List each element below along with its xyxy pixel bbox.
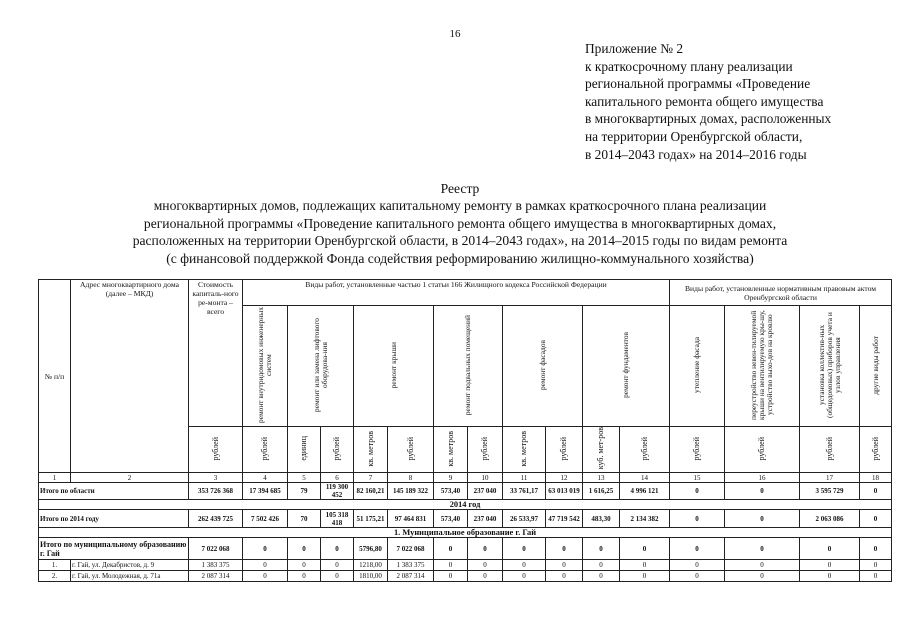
table-cell: 0: [468, 538, 503, 560]
appendix-line: Приложение № 2: [585, 41, 684, 56]
col-number: 10: [468, 473, 503, 483]
unit-cell: кв. метров: [354, 427, 388, 473]
row-address: г. Гай, ул. Молодежная, д. 71а: [71, 571, 189, 582]
row-address: г. Гай, ул. Декабристов, д. 9: [71, 560, 189, 571]
table-cell: 2 087 314: [388, 571, 434, 582]
unit-cell: рублей: [388, 427, 434, 473]
table-cell: 0: [243, 538, 288, 560]
table-cell: 0: [503, 538, 546, 560]
header-engineering: ремонт внутридомовых инженерных систем: [243, 306, 288, 427]
table-cell: 0: [243, 571, 288, 582]
table-cell: 573,40: [434, 483, 468, 500]
title-line: Реестр: [440, 181, 480, 196]
table-cell: 0: [670, 483, 725, 500]
table-cell: 0: [860, 510, 892, 528]
header-basement: ремонт подвальных помещений: [434, 306, 503, 427]
header-group-regional-act: Виды работ, установленные нормативным правовым актом Оренбургской области: [670, 280, 892, 306]
table-cell: 0: [725, 560, 800, 571]
table-cell: 1 383 375: [189, 560, 243, 571]
col-number: 16: [725, 473, 800, 483]
unit-cell: кв. метров: [434, 427, 468, 473]
row-label: Итого по муниципальному образованию г. Гай: [39, 538, 189, 560]
header-insulation: утепление фасада: [670, 306, 725, 427]
header-num: № п/п: [39, 280, 71, 473]
table-row-total-gai: [39, 538, 892, 560]
unit-cell: рублей: [860, 427, 892, 473]
table-cell: 26 533,97: [503, 510, 546, 528]
table-cell: 262 439 725: [189, 510, 243, 528]
col-number: 14: [620, 473, 670, 483]
row-label: Итого по 2014 году: [39, 510, 189, 528]
table-cell: 0: [800, 571, 860, 582]
table-cell: 97 464 831: [388, 510, 434, 528]
table-cell: 483,30: [583, 510, 620, 528]
year-heading: 2014 год: [39, 500, 892, 510]
document-title: [20, 180, 900, 267]
table-cell: 0: [670, 510, 725, 528]
unit-cell: куб. мет-ров: [583, 427, 620, 473]
table-cell: 82 160,21: [354, 483, 388, 500]
registry-table: [38, 279, 892, 582]
table-cell: 70: [288, 510, 321, 528]
table-cell: 237 040: [468, 510, 503, 528]
table-row: [39, 571, 892, 582]
table-cell: 1218,00: [354, 560, 388, 571]
table-cell: 0: [725, 483, 800, 500]
col-number: 15: [670, 473, 725, 483]
table-cell: 63 013 019: [546, 483, 583, 500]
table-cell: 0: [243, 560, 288, 571]
table-cell: 7 502 426: [243, 510, 288, 528]
table-cell: 0: [620, 560, 670, 571]
table-cell: 3 595 729: [800, 483, 860, 500]
col-number: 6: [321, 473, 354, 483]
unit-cell: единиц: [288, 427, 321, 473]
col-number: 12: [546, 473, 583, 483]
table-cell: 119 300 452: [321, 483, 354, 500]
table-row: [39, 560, 892, 571]
title-line: расположенных на территории Оренбургской области, в 2014–2043 годах», на 2014–2015 годы по видам ремонта: [132, 233, 788, 249]
table-cell: 7 022 068: [388, 538, 434, 560]
table-cell: 0: [434, 571, 468, 582]
table-cell: 17 394 685: [243, 483, 288, 500]
page-number: 16: [449, 28, 461, 40]
table-cell: 0: [583, 538, 620, 560]
appendix-line: к краткосрочному плану реализации: [585, 58, 793, 74]
unit-cell: рублей: [670, 427, 725, 473]
table-row-total-region: [39, 483, 892, 500]
table-cell: 0: [503, 560, 546, 571]
appendix-line: в многоквартирных домах, расположенных: [585, 111, 832, 127]
table-cell: 0: [434, 538, 468, 560]
table-cell: 0: [860, 560, 892, 571]
col-number: 18: [860, 473, 892, 483]
table-cell: 0: [860, 571, 892, 582]
table-cell: 353 726 368: [189, 483, 243, 500]
unit-cell: кв. метров: [503, 427, 546, 473]
col-number: 2: [71, 473, 189, 483]
section-heading: 1. Муниципальное образование г. Гай: [39, 528, 892, 538]
title-line: региональной программы «Проведение капитального ремонта общего имущества в многоквартирных домах,: [143, 215, 777, 231]
table-cell: 0: [288, 571, 321, 582]
table-cell: 1810,00: [354, 571, 388, 582]
table-cell: 0: [670, 571, 725, 582]
col-number: 7: [354, 473, 388, 483]
table-cell: 0: [725, 571, 800, 582]
header-roof: ремонт крыши: [354, 306, 434, 427]
col-number: 8: [388, 473, 434, 483]
appendix-line: на территории Оренбургской области,: [585, 128, 803, 144]
title-line: многоквартирных домов, подлежащих капитальному ремонту в рамках краткосрочного плана реализации: [153, 198, 767, 214]
header-group-housing-code: Виды работ, установленные частью 1 статьи 166 Жилищного кодекса Российской Федерации: [243, 280, 670, 306]
table-cell: 0: [860, 538, 892, 560]
unit-cell: рублей: [546, 427, 583, 473]
table-cell: 47 719 542: [546, 510, 583, 528]
row-label: Итого по области: [39, 483, 189, 500]
table-cell: 0: [620, 571, 670, 582]
table-cell: 5796,80: [354, 538, 388, 560]
header-meters: установка коллектив-ных (общедомовых) приборов учета и узлов управления: [800, 306, 860, 427]
table-cell: 145 189 322: [388, 483, 434, 500]
table-cell: 0: [860, 483, 892, 500]
table-cell: 0: [670, 538, 725, 560]
col-number: 1: [39, 473, 71, 483]
table-cell: 51 175,21: [354, 510, 388, 528]
header-cost: Стоимость капиталь-ного ре-монта – всего: [189, 280, 243, 427]
table-cell: 79: [288, 483, 321, 500]
table-cell: 2 063 086: [800, 510, 860, 528]
table-cell: 0: [288, 538, 321, 560]
table-row-total-2014: [39, 510, 892, 528]
col-number: 9: [434, 473, 468, 483]
table-cell: 573,40: [434, 510, 468, 528]
row-num: 2.: [39, 571, 71, 582]
table-cell: 0: [321, 538, 354, 560]
header-other: другие виды работ: [860, 306, 892, 427]
table-cell: 0: [725, 538, 800, 560]
table-cell: 0: [546, 538, 583, 560]
table-cell: 0: [546, 560, 583, 571]
unit-cell: рублей: [725, 427, 800, 473]
col-number: 13: [583, 473, 620, 483]
table-cell: 0: [468, 560, 503, 571]
table-cell: 237 040: [468, 483, 503, 500]
table-cell: 0: [583, 571, 620, 582]
table-cell: 2 134 382: [620, 510, 670, 528]
header-foundation: ремонт фундаментов: [583, 306, 670, 427]
table-cell: 0: [670, 560, 725, 571]
col-number: 3: [189, 473, 243, 483]
appendix-line: региональной программы «Проведение: [585, 76, 811, 92]
unit-cell: рублей: [189, 427, 243, 473]
table-cell: 0: [288, 560, 321, 571]
header-lift: ремонт или замена лифтового оборудова-ния: [288, 306, 354, 427]
header-facade: ремонт фасадов: [503, 306, 583, 427]
table-cell: 7 022 068: [189, 538, 243, 560]
col-number: 17: [800, 473, 860, 483]
table-cell: 105 318 418: [321, 510, 354, 528]
col-number: 5: [288, 473, 321, 483]
table-cell: 0: [620, 538, 670, 560]
header-roof-rebuild: переустройство невен-тилируемой крыши на вентилируемую кры-шу, устройство выхо-дов на кровлю: [725, 306, 800, 427]
col-number: 11: [503, 473, 546, 483]
unit-cell: рублей: [321, 427, 354, 473]
row-num: 1.: [39, 560, 71, 571]
header-address: Адрес многоквартирного дома (далее – МКД): [71, 280, 189, 473]
unit-cell: рублей: [620, 427, 670, 473]
table-cell: 0: [503, 571, 546, 582]
table-cell: 1 616,25: [583, 483, 620, 500]
title-line: (с финансовой поддержкой Фонда содействия реформированию жилищно-коммунального хозяйства): [166, 250, 754, 266]
table-cell: 0: [800, 538, 860, 560]
table-cell: 0: [434, 560, 468, 571]
table-cell: 0: [468, 571, 503, 582]
table-cell: 4 996 121: [620, 483, 670, 500]
table-cell: 2 087 314: [189, 571, 243, 582]
appendix-header: [585, 40, 885, 163]
table-cell: 33 761,17: [503, 483, 546, 500]
appendix-line: в 2014–2043 годах» на 2014–2016 годы: [585, 146, 807, 162]
unit-cell: рублей: [468, 427, 503, 473]
table-cell: 0: [546, 571, 583, 582]
table-cell: 0: [583, 560, 620, 571]
table-cell: 0: [725, 510, 800, 528]
unit-cell: рублей: [243, 427, 288, 473]
table-cell: 0: [321, 571, 354, 582]
table-cell: 1 383 375: [388, 560, 434, 571]
table-cell: 0: [800, 560, 860, 571]
appendix-line: капитального ремонта общего имущества: [585, 93, 824, 109]
col-number: 4: [243, 473, 288, 483]
table-cell: 0: [321, 560, 354, 571]
unit-cell: рублей: [800, 427, 860, 473]
